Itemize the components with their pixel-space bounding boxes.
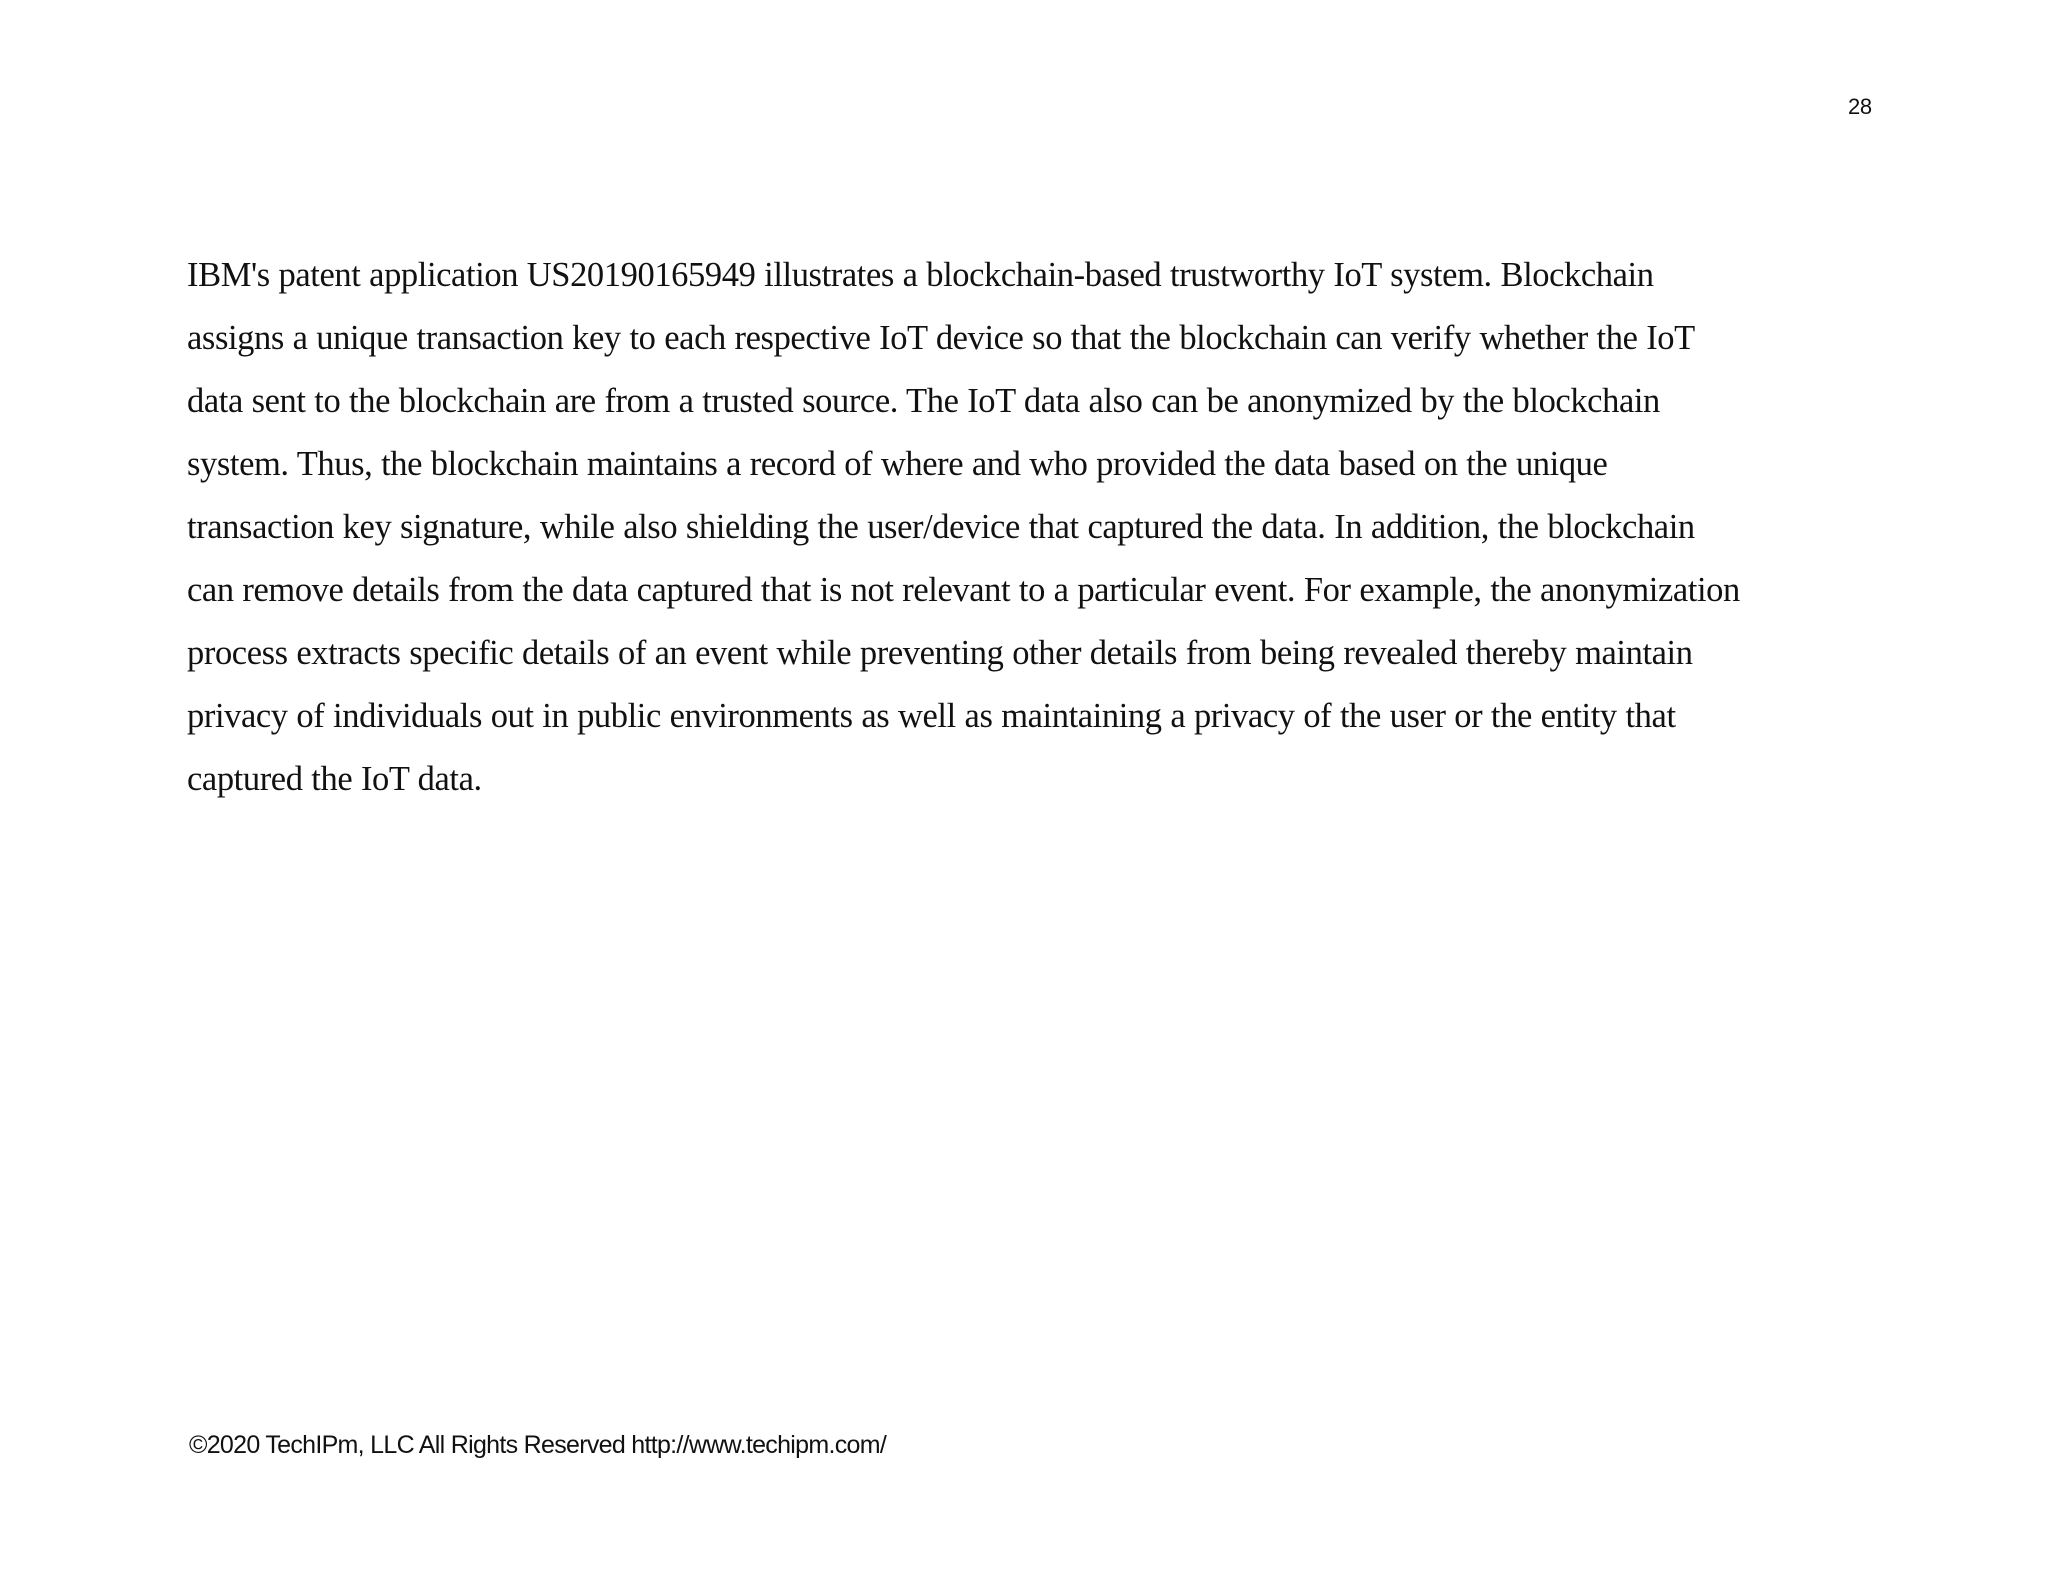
page-number: 28 — [1848, 94, 1872, 119]
paragraph-line: data sent to the blockchain are from a trusted source. The IoT data also can be anonymized by the blockchain — [187, 382, 1660, 420]
paragraph-line: system. Thus, the blockchain maintains a record of where and who provided the data based on the unique — [187, 445, 1608, 483]
paragraph-line: IBM's patent application US20190165949 illustrates a blockchain-based trustworthy IoT system. Blockchain — [187, 256, 1654, 294]
paragraph-line: process extracts specific details of an event while preventing other details from being revealed thereby maintain — [187, 634, 1693, 672]
paragraph-line: privacy of individuals out in public environments as well as maintaining a privacy of the user or the entity that — [187, 697, 1676, 735]
footer-copyright: ©2020 TechIPm, LLC All Rights Reserved http://www.techipm.com/ — [189, 1431, 887, 1459]
paragraph-line: transaction key signature, while also shielding the user/device that captured the data. In addition, the blockchain — [187, 508, 1695, 546]
paragraph-line: can remove details from the data captured that is not relevant to a particular event. For example, the anonymization — [187, 571, 1740, 609]
paragraph-line: captured the IoT data. — [187, 760, 482, 798]
paragraph-line: assigns a unique transaction key to each respective IoT device so that the blockchain can verify whether the IoT — [187, 319, 1695, 357]
body-paragraph — [187, 244, 1740, 811]
